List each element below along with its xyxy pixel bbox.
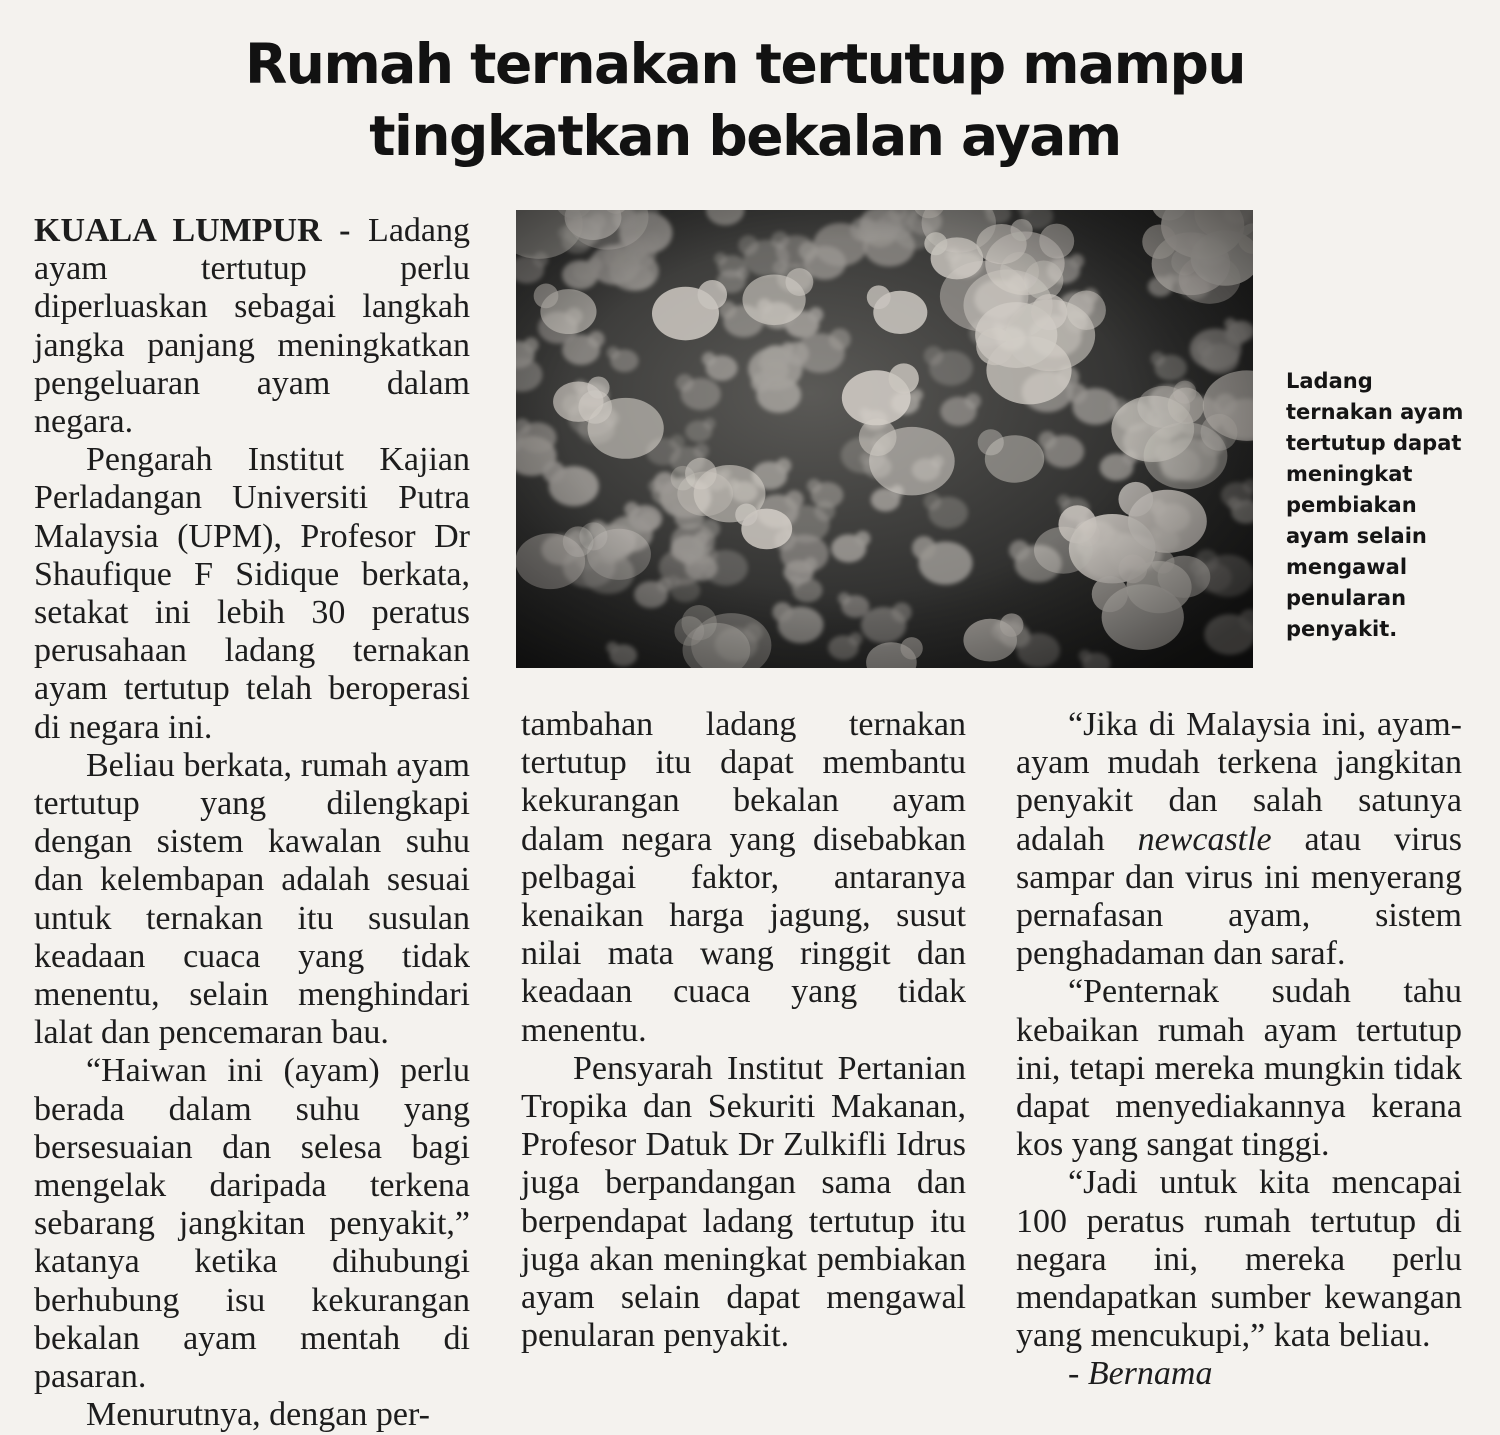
article-paragraph: “Jadi untuk kita mencapai 100 peratus rumah tertutup di negara ini, mereka perlu mendapatkan sumber kewangan yang mencukupi,” kata beliau. [1016,1164,1462,1355]
chicken-farm-photo [516,210,1253,668]
article-paragraph [34,212,470,441]
article-paragraph: “Penternak sudah tahu kebaikan rumah ayam tertutup ini, tetapi mereka mungkin tidak dapat menyediakannya kerana kos yang sangat tinggi. [1016,973,1462,1164]
article-column-3 [1016,706,1462,1394]
quote-text: “Jika di Malaysia ini, ayam-ayam mudah terkena jangkitan penyakit dan salah satunya adalah [1016,706,1462,858]
headline-line-2: tingkatkan bekalan ayam [369,104,1121,168]
chicks-illustration [516,210,1253,668]
article-paragraph: Beliau berkata, rumah ayam tertutup yang dilengkapi dengan sistem kawalan suhu dan kelembapan adalah sesuai untuk ternakan itu susulan keadaan cuaca yang tidak menentu, selain menghindari lalat dan pencemaran bau. [34,746,470,1052]
virus-name: newcastle [1137,820,1272,858]
quote-text: atau virus sampar dan virus ini menyerang pernafasan ayam, sistem penghadaman dan saraf. [1016,820,1462,973]
article-paragraph: Pensyarah Institut Pertanian Tropika dan Sekuriti Makanan, Profesor Datuk Dr Zulkifli Idrus juga berpandangan sama dan berpendapat ladang tertutup itu juga akan meningkat pembiakan ayam selain dapat mengawal penularan penyakit. [521,1049,966,1355]
photo-caption: Ladang ternakan ayam tertutup dapat meningkat pembiakan ayam selain mengawal penularan penyakit. [1286,369,1464,641]
article-paragraph: Pengarah Institut Kajian Perladangan Universiti Putra Malaysia (UPM), Profesor Dr Shaufique F Sidique berkata, setakat ini lebih 30 peratus perusahaan ladang ternakan ayam tertutup telah beroperasi di negara ini. [34,441,470,746]
headline-line-1: Rumah ternakan tertutup mampu [244,32,1246,96]
article-paragraph [1016,706,1462,973]
article-paragraph: tambahan ladang ternakan tertutup itu dapat membantu kekurangan bekalan ayam dalam negara yang disebabkan pelbagai faktor, antaranya kenaikan harga jagung, susut nilai mata wang ringgit dan keadaan cuaca yang tidak menentu. [521,706,966,1049]
byline: - Bernama [1068,1355,1213,1393]
article-column-2 [521,706,966,1355]
headline [150,28,1340,172]
article-paragraph: “Haiwan ini (ayam) perlu berada dalam suhu yang bersesuaian dan selesa bagi mengelak daripada terkena sebarang jangkitan penyakit,” katanya ketika dihubungi berhubung isu kekurangan bekalan ayam mentah di pasaran. [34,1052,470,1396]
lead-text: Ladang ayam tertutup perlu diperluaskan sebagai langkah jangka panjang meningkatkan pengeluaran ayam dalam negara. [34,212,471,441]
dateline: KUALA LUMPUR - [34,212,351,249]
article-paragraph: Menurutnya, dengan per- [86,1396,430,1434]
article-column-1 [34,212,470,1435]
